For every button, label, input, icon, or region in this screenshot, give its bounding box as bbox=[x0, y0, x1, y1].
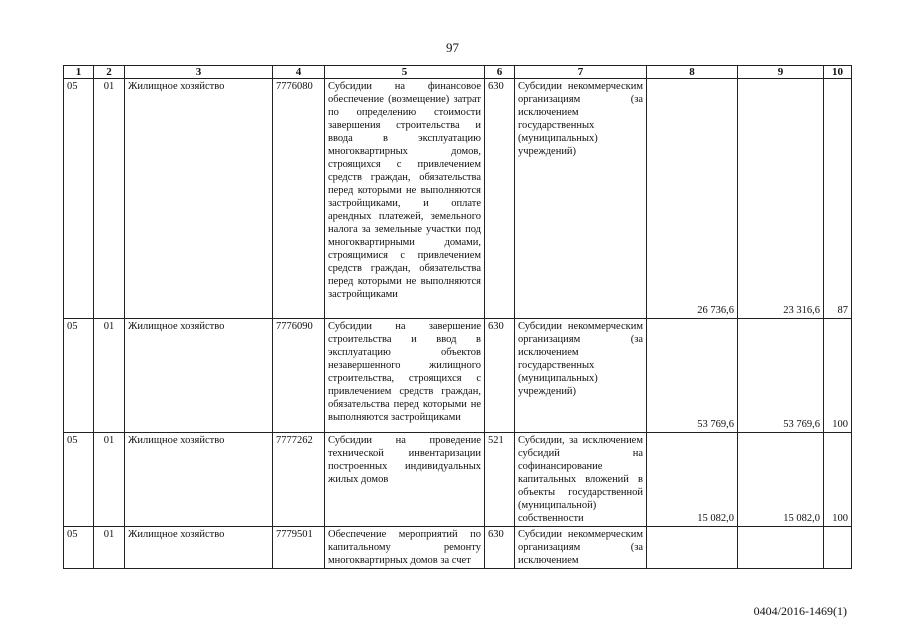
section-code: 05 bbox=[64, 319, 94, 433]
expense-type-code: 521 bbox=[485, 433, 515, 527]
column-header: 9 bbox=[738, 66, 824, 79]
expense-type-code: 630 bbox=[485, 319, 515, 433]
table-row bbox=[64, 433, 852, 527]
column-header: 5 bbox=[325, 66, 485, 79]
header-row bbox=[64, 66, 852, 79]
column-header: 4 bbox=[273, 66, 325, 79]
target-article-code: 7776090 bbox=[273, 319, 325, 433]
subsection-code: 01 bbox=[94, 319, 125, 433]
target-article-name: Субсидии на завершение строительства и ввод в эксплуатацию объектов незавершенного жилищного строительства, строящихся с привлечением средств граждан, обязательства перед которыми не выполняются застройщиками bbox=[325, 319, 485, 433]
expense-type-code: 630 bbox=[485, 79, 515, 319]
planned-amount: 26 736,6 bbox=[647, 79, 738, 319]
column-header: 7 bbox=[515, 66, 647, 79]
target-article-name: Субсидии на проведение технической инвентаризации построенных индивидуальных жилых домов bbox=[325, 433, 485, 527]
expense-type-name: Субсидии некоммерческим организациям (за исключением государственных (муниципальных) учреждений) bbox=[515, 79, 647, 319]
budget-table bbox=[63, 65, 852, 569]
target-article-code: 7777262 bbox=[273, 433, 325, 527]
section-name: Жилищное хозяйство bbox=[125, 79, 273, 319]
section-code: 05 bbox=[64, 433, 94, 527]
column-header: 2 bbox=[94, 66, 125, 79]
target-article-code: 7779501 bbox=[273, 527, 325, 569]
section-code: 05 bbox=[64, 79, 94, 319]
section-code: 05 bbox=[64, 527, 94, 569]
actual-amount: 15 082,0 bbox=[738, 433, 824, 527]
expense-type-name: Субсидии некоммерческим организациям (за исключением государственных (муниципальных) учреждений) bbox=[515, 319, 647, 433]
planned-amount: 53 769,6 bbox=[647, 319, 738, 433]
column-header: 6 bbox=[485, 66, 515, 79]
section-name: Жилищное хозяйство bbox=[125, 319, 273, 433]
section-name: Жилищное хозяйство bbox=[125, 527, 273, 569]
execution-percent: 100 bbox=[824, 433, 852, 527]
execution-percent bbox=[824, 527, 852, 569]
subsection-code: 01 bbox=[94, 527, 125, 569]
execution-percent: 87 bbox=[824, 79, 852, 319]
actual-amount bbox=[738, 527, 824, 569]
execution-percent: 100 bbox=[824, 319, 852, 433]
table-row bbox=[64, 527, 852, 569]
expense-type-name: Субсидии некоммерческим организациям (за исключением bbox=[515, 527, 647, 569]
table-row bbox=[64, 79, 852, 319]
document-code: 0404/2016-1469(1) bbox=[753, 604, 847, 618]
planned-amount bbox=[647, 527, 738, 569]
column-header: 1 bbox=[64, 66, 94, 79]
page-number: 97 bbox=[446, 40, 459, 55]
expense-type-name: Субсидии, за исключением субсидий на софинансирование капитальных вложений в объекты государственной (муниципальной) собственности bbox=[515, 433, 647, 527]
target-article-name: Субсидии на финансовое обеспечение (возмещение) затрат по определению стоимости завершения строительства и ввода в эксплуатацию многоквартирных домов, строящихся с привлечением средств граждан, обязательства перед которыми не выполняются застройщиками, и оплате арендных платежей, земельного налога за земельные участки под многоквартирными домами, строящимися с привлечением средств граждан, обязательства перед которыми не выполняются застройщиками bbox=[325, 79, 485, 319]
column-header: 3 bbox=[125, 66, 273, 79]
planned-amount: 15 082,0 bbox=[647, 433, 738, 527]
actual-amount: 53 769,6 bbox=[738, 319, 824, 433]
expense-type-code: 630 bbox=[485, 527, 515, 569]
subsection-code: 01 bbox=[94, 433, 125, 527]
subsection-code: 01 bbox=[94, 79, 125, 319]
actual-amount: 23 316,6 bbox=[738, 79, 824, 319]
column-header: 10 bbox=[824, 66, 852, 79]
table-row bbox=[64, 319, 852, 433]
target-article-code: 7776080 bbox=[273, 79, 325, 319]
column-header: 8 bbox=[647, 66, 738, 79]
section-name: Жилищное хозяйство bbox=[125, 433, 273, 527]
target-article-name: Обеспечение мероприятий по капитальному ремонту многоквартирных домов за счет bbox=[325, 527, 485, 569]
